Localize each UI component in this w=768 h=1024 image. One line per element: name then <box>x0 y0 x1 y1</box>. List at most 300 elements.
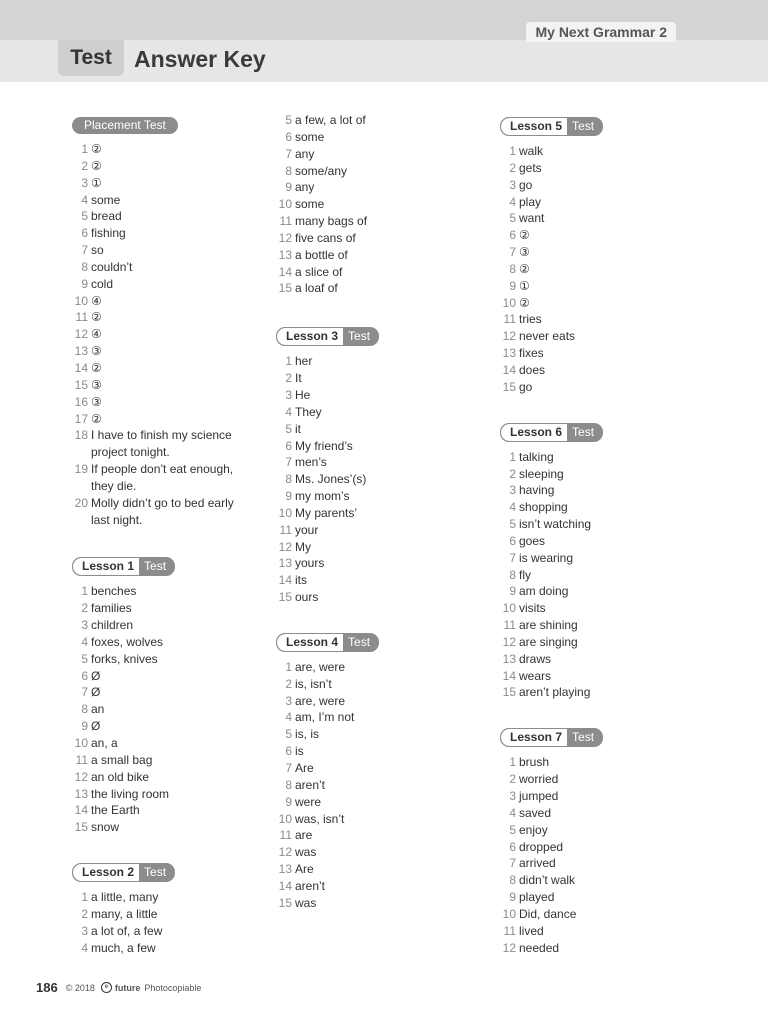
answer-number: 6 <box>81 226 88 241</box>
answer-item <box>72 343 251 360</box>
answer-text: dropped <box>519 839 564 854</box>
answer-text: children <box>91 618 134 633</box>
photocopiable-note: Photocopiable <box>144 982 202 993</box>
answer-text: forks, knives <box>91 651 158 666</box>
answer-item <box>72 276 251 293</box>
answer-number: 10 <box>278 505 292 520</box>
answer-text: worried <box>519 772 559 787</box>
answer-item <box>72 326 251 343</box>
answer-item <box>276 589 379 606</box>
answer-item <box>500 805 603 822</box>
answer-text: Are <box>295 862 314 877</box>
answer-text: ② <box>519 295 530 310</box>
answer-number: 10 <box>278 197 292 212</box>
answer-text: My parents’ <box>295 505 358 520</box>
answer-text: an <box>91 702 105 717</box>
page-number: 186 <box>36 980 58 995</box>
answer-number: 3 <box>509 177 516 192</box>
answer-number: 4 <box>81 634 88 649</box>
answer-number: 3 <box>285 693 292 708</box>
answer-number: 9 <box>81 276 88 291</box>
answer-text: ④ <box>91 327 102 342</box>
answer-number: 10 <box>74 736 88 750</box>
answer-number: 14 <box>502 362 516 377</box>
answer-item <box>72 309 251 326</box>
answer-text: My friend’s <box>295 438 353 453</box>
answer-text: couldn’t <box>91 259 133 274</box>
lesson-4-section <box>276 628 379 912</box>
answer-item <box>500 362 603 379</box>
answer-number: 14 <box>278 878 292 893</box>
answer-number: 5 <box>285 727 292 742</box>
copyright-text: © 2018 <box>65 982 95 993</box>
column-3 <box>500 112 603 956</box>
answer-text: is <box>295 744 304 759</box>
answer-number: 11 <box>279 522 292 537</box>
answer-text: ② <box>91 310 102 325</box>
answer-item <box>276 844 379 861</box>
answer-number: 5 <box>285 421 292 436</box>
answer-number: 15 <box>502 379 516 394</box>
section-header <box>72 863 175 882</box>
answer-text: are, were <box>295 693 346 708</box>
answer-text: families <box>91 601 132 616</box>
answer-item <box>500 600 603 617</box>
lesson-2-section-continued <box>276 112 379 297</box>
answer-text: tries <box>519 312 542 327</box>
answer-number: 1 <box>509 755 516 770</box>
answer-text: Ms. Jones’(s) <box>295 472 367 487</box>
answer-text: Ø <box>91 719 101 734</box>
answer-text: needed <box>519 940 560 955</box>
answer-text: a few, a lot of <box>295 113 366 127</box>
answer-number: 8 <box>509 567 516 582</box>
answer-item <box>276 488 379 505</box>
publisher-name: future <box>114 982 141 993</box>
answer-text: played <box>519 890 555 905</box>
answer-text: any <box>295 146 315 161</box>
answer-item <box>500 684 603 701</box>
answer-text: so <box>91 243 104 258</box>
answer-text: yours <box>295 556 325 571</box>
answer-number: 2 <box>285 371 292 386</box>
answer-text: was <box>295 895 317 910</box>
answer-number: 6 <box>285 744 292 759</box>
answer-item <box>276 693 379 710</box>
section-header <box>500 728 603 747</box>
answer-number: 12 <box>278 845 292 860</box>
answer-text: many bags of <box>295 214 368 229</box>
answer-item <box>500 754 603 771</box>
answer-item <box>72 377 251 394</box>
answer-text: ④ <box>91 293 102 308</box>
answer-number: 9 <box>509 278 516 293</box>
answer-item <box>276 112 379 129</box>
answer-number: 10 <box>74 293 88 308</box>
answer-item <box>500 194 603 211</box>
answer-item <box>276 163 379 180</box>
answer-number: 11 <box>75 752 88 767</box>
answer-text: fly <box>519 567 531 582</box>
answer-text: some <box>295 129 325 144</box>
answer-text: having <box>519 483 555 498</box>
answer-number: 5 <box>509 517 516 532</box>
answer-text: play <box>519 194 542 209</box>
answer-number: 4 <box>81 192 88 207</box>
answer-item <box>72 192 251 209</box>
answer-text: are shining <box>519 618 578 633</box>
answer-text: it <box>295 421 301 436</box>
answer-text: go <box>519 177 533 192</box>
answer-text: walk <box>519 144 544 158</box>
answer-item <box>500 583 603 600</box>
answer-number: 14 <box>278 573 292 588</box>
answer-number: 10 <box>278 811 292 826</box>
answer-text: ours <box>295 590 319 605</box>
answer-number: 2 <box>81 906 88 921</box>
answer-number: 2 <box>81 601 88 616</box>
answer-item <box>72 293 251 310</box>
answer-number: 15 <box>74 820 88 835</box>
answer-item <box>500 855 603 872</box>
answer-number: 13 <box>502 651 516 666</box>
answer-item <box>72 583 251 600</box>
answer-number: 4 <box>509 500 516 515</box>
answer-text: a bottle of <box>295 247 348 262</box>
answer-item <box>276 471 379 488</box>
answer-number: 11 <box>503 312 516 327</box>
answer-number: 11 <box>75 310 88 325</box>
answer-text: does <box>519 362 546 377</box>
answer-text: were <box>295 794 322 809</box>
answer-text: am doing <box>519 584 569 599</box>
answer-item <box>500 278 603 295</box>
answer-number: 5 <box>81 651 88 666</box>
answer-number: 13 <box>502 346 516 361</box>
answer-item <box>276 555 379 572</box>
answer-text: your <box>295 522 319 537</box>
answer-text: a slice of <box>295 264 343 279</box>
answer-text: He <box>295 387 311 402</box>
answer-item <box>500 839 603 856</box>
answer-text: was <box>295 845 317 860</box>
test-tag: Test <box>572 730 595 745</box>
answer-number: 4 <box>81 940 88 955</box>
answer-item <box>500 227 603 244</box>
answer-number: 8 <box>81 702 88 717</box>
answer-number: 15 <box>278 590 292 605</box>
answer-text: shopping <box>519 500 568 515</box>
answer-number: 8 <box>81 259 88 274</box>
answer-text: My <box>295 539 311 554</box>
answer-number: 7 <box>509 550 516 565</box>
answer-item <box>500 634 603 651</box>
answer-item <box>72 786 251 803</box>
answer-text: aren’t <box>295 878 326 893</box>
answer-text: ③ <box>91 344 102 359</box>
answer-number: 6 <box>509 533 516 548</box>
answer-item <box>72 600 251 617</box>
answer-text: a little, many <box>91 890 159 905</box>
answer-item <box>500 379 603 396</box>
answer-number: 14 <box>74 803 88 818</box>
answer-text: ① <box>519 278 530 293</box>
section-header <box>500 117 603 136</box>
answer-number: 2 <box>285 676 292 691</box>
answer-item <box>72 242 251 259</box>
answer-text: ② <box>91 411 102 426</box>
answer-item <box>276 794 379 811</box>
answer-text: its <box>295 573 307 588</box>
answer-number: 8 <box>285 777 292 792</box>
test-tag: Test <box>348 634 371 649</box>
answer-text: Did, dance <box>519 906 577 921</box>
answer-text: a lot of, a few <box>91 923 163 938</box>
answer-number: 12 <box>502 634 516 649</box>
answer-number: 3 <box>81 175 88 190</box>
answer-item <box>500 449 603 466</box>
answer-item <box>276 743 379 760</box>
answer-number: 3 <box>509 789 516 803</box>
answer-text: ② <box>91 158 102 173</box>
answer-number: 3 <box>285 387 292 402</box>
answer-item <box>72 360 251 377</box>
answer-text: ① <box>91 175 102 190</box>
answer-number: 4 <box>285 710 292 725</box>
answer-text: benches <box>91 584 137 599</box>
answer-number: 4 <box>285 404 292 419</box>
answer-item <box>500 143 603 160</box>
answer-number: 18 <box>74 428 88 443</box>
test-tag: Test <box>348 329 371 344</box>
answer-item <box>72 461 251 495</box>
answer-item <box>276 760 379 777</box>
answer-number: 7 <box>285 761 292 775</box>
answer-text: foxes, wolves <box>91 634 164 649</box>
answer-item <box>72 208 251 225</box>
answer-text: goes <box>519 533 546 548</box>
section-header <box>276 633 379 652</box>
answer-number: 12 <box>278 230 292 245</box>
answer-number: 7 <box>81 243 88 258</box>
answer-number: 6 <box>509 839 516 854</box>
answer-number: 15 <box>278 895 292 910</box>
answer-text: enjoy <box>519 822 548 837</box>
answer-number: 3 <box>81 923 88 938</box>
answer-text: five cans of <box>295 230 356 245</box>
answer-text: go <box>519 379 533 394</box>
answer-text: men’s <box>295 455 327 470</box>
answer-number: 6 <box>81 668 88 683</box>
answer-number: 1 <box>81 142 88 156</box>
answer-item <box>500 923 603 940</box>
answer-item <box>500 940 603 957</box>
answer-text: didn’t walk <box>519 873 576 888</box>
answer-number: 12 <box>502 940 516 955</box>
answer-number: 7 <box>285 455 292 470</box>
answer-item <box>500 295 603 312</box>
lesson-label: Lesson 2 <box>73 864 139 881</box>
answer-item <box>72 802 251 819</box>
answer-text: is, is <box>295 727 319 742</box>
answer-number: 6 <box>509 228 516 243</box>
answer-number: 12 <box>502 329 516 344</box>
answer-text: gets <box>519 160 542 175</box>
answer-text: aren’t <box>295 777 326 792</box>
answer-item <box>500 617 603 634</box>
answer-item <box>500 499 603 516</box>
answer-number: 9 <box>285 794 292 809</box>
answer-text: want <box>519 211 545 226</box>
lesson-label: Lesson 3 <box>277 328 343 345</box>
answer-text: any <box>295 180 315 195</box>
answer-item <box>276 505 379 522</box>
answer-item <box>500 567 603 584</box>
column-1 <box>72 112 251 956</box>
answer-item <box>276 572 379 589</box>
answer-item <box>276 280 379 297</box>
answer-number: 1 <box>81 890 88 905</box>
answer-item <box>500 668 603 685</box>
answer-number: 10 <box>502 906 516 921</box>
answer-text: some <box>91 192 121 207</box>
test-tag: Test <box>572 119 595 133</box>
answer-item <box>276 522 379 539</box>
answer-item <box>276 861 379 878</box>
answer-text: many, a little <box>91 906 158 921</box>
answer-number: 1 <box>509 449 516 464</box>
answer-number: 9 <box>285 180 292 195</box>
answer-text: are singing <box>519 634 578 649</box>
lesson-2-section <box>72 858 251 956</box>
answer-number: 2 <box>81 158 88 173</box>
section-header <box>72 557 175 576</box>
answer-number: 9 <box>509 584 516 599</box>
answer-number: 17 <box>74 411 88 426</box>
answer-text: aren’t playing <box>519 685 591 700</box>
answer-item <box>72 668 251 685</box>
answer-number: 13 <box>278 247 292 262</box>
answer-text: ③ <box>91 377 102 392</box>
answer-text: jumped <box>519 789 559 803</box>
answer-item <box>500 328 603 345</box>
answer-item <box>72 906 251 923</box>
answer-item <box>276 387 379 404</box>
answer-number: 5 <box>509 822 516 837</box>
answer-item <box>276 213 379 230</box>
answer-text: some/any <box>295 163 348 178</box>
answer-item <box>276 196 379 213</box>
answer-item <box>500 345 603 362</box>
answer-item <box>500 160 603 177</box>
answer-text: was, isn’t <box>295 811 345 826</box>
answer-number: 1 <box>285 659 292 674</box>
answer-text: her <box>295 354 313 369</box>
section-header <box>500 423 603 442</box>
answer-item <box>500 550 603 567</box>
answer-text: Ø <box>91 668 101 683</box>
answer-item <box>276 827 379 844</box>
answer-number: 5 <box>285 113 292 127</box>
answer-item <box>72 394 251 411</box>
answer-text: much, a few <box>91 940 156 955</box>
answer-item <box>72 259 251 276</box>
answer-number: 8 <box>509 873 516 888</box>
answer-number: 7 <box>509 856 516 871</box>
answer-item <box>276 676 379 693</box>
answer-number: 1 <box>285 354 292 369</box>
answer-text: brush <box>519 755 550 770</box>
answer-number: 5 <box>509 211 516 226</box>
answer-number: 11 <box>503 618 516 633</box>
answer-text: is wearing <box>519 550 574 565</box>
lesson-7-section <box>500 723 603 956</box>
answer-item <box>276 370 379 387</box>
answer-item <box>276 539 379 556</box>
answer-number: 2 <box>509 160 516 175</box>
answer-item <box>72 752 251 769</box>
answer-number: 16 <box>74 394 88 409</box>
answer-item <box>500 872 603 889</box>
answer-text: fixes <box>519 346 544 361</box>
answer-item <box>72 735 251 752</box>
answer-text: sleeping <box>519 466 564 481</box>
answer-item <box>72 819 251 836</box>
answer-item <box>276 421 379 438</box>
answer-number: 14 <box>278 264 292 279</box>
answer-number: 1 <box>509 144 516 158</box>
answer-item <box>72 158 251 175</box>
answer-item <box>500 889 603 906</box>
answer-text: lived <box>519 923 544 938</box>
answer-number: 5 <box>81 209 88 224</box>
test-tag: Test <box>144 559 167 574</box>
answer-item <box>72 411 251 428</box>
answer-text: They <box>295 404 322 419</box>
answer-number: 10 <box>502 295 516 310</box>
page-footer <box>36 980 201 995</box>
answer-item <box>500 651 603 668</box>
answer-number: 13 <box>74 344 88 359</box>
lesson-label: Lesson 6 <box>501 424 567 441</box>
answer-text: am, I’m not <box>295 710 355 725</box>
answer-text: a small bag <box>91 752 153 767</box>
test-label: Test <box>58 40 124 76</box>
answer-number: 2 <box>509 772 516 787</box>
answer-item <box>276 895 379 912</box>
answer-item <box>500 822 603 839</box>
answer-item <box>276 726 379 743</box>
answer-number: 13 <box>278 862 292 877</box>
answer-item <box>72 225 251 242</box>
answer-item <box>276 179 379 196</box>
answer-item <box>72 923 251 940</box>
answer-item <box>276 146 379 163</box>
answer-item <box>276 353 379 370</box>
answer-item <box>72 718 251 735</box>
column-2 <box>276 112 379 912</box>
answer-number: 20 <box>74 495 88 510</box>
series-title: My Next Grammar 2 <box>526 22 676 42</box>
answer-number: 11 <box>503 923 516 938</box>
answer-number: 8 <box>509 261 516 276</box>
answer-item <box>500 516 603 533</box>
answer-number: 4 <box>509 194 516 209</box>
answer-item <box>276 129 379 146</box>
answer-text: a loaf of <box>295 281 338 296</box>
answer-number: 15 <box>502 685 516 700</box>
answer-item <box>500 771 603 788</box>
